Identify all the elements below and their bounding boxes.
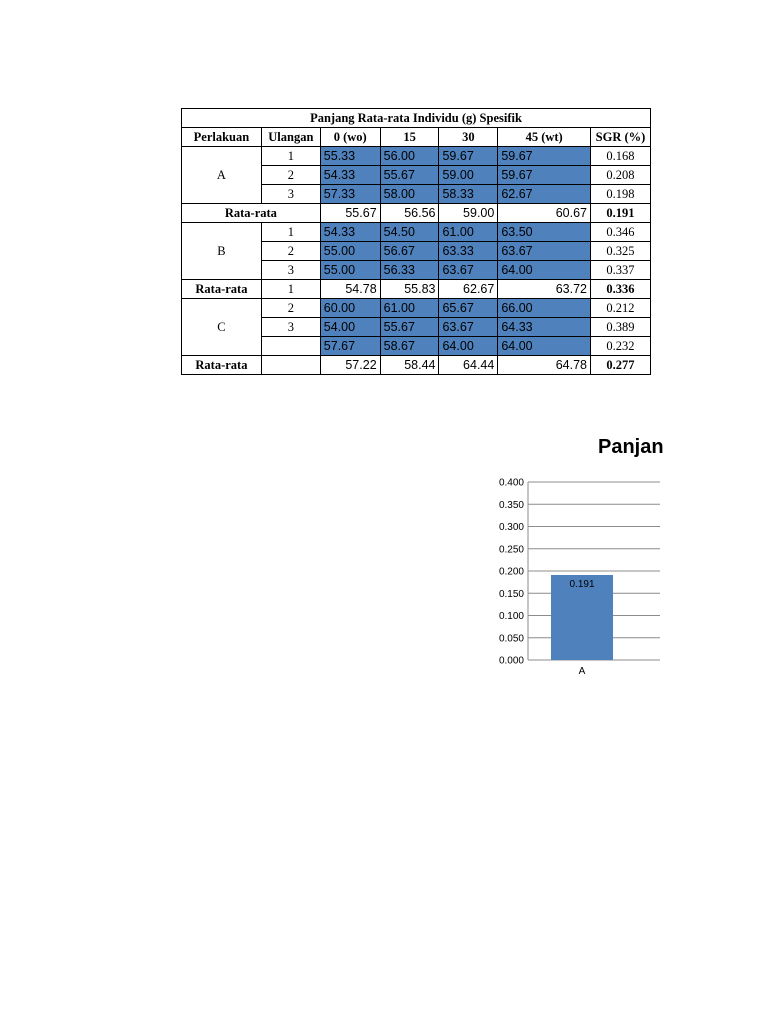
length-cell: 54.50	[380, 223, 439, 242]
average-value-cell: 57.22	[320, 356, 380, 375]
y-tick-label: 0.400	[498, 477, 524, 489]
column-header: SGR (%)	[590, 128, 650, 147]
average-sgr-cell: 0.277	[590, 356, 650, 375]
length-cell: 63.67	[498, 242, 591, 261]
length-cell: 59.00	[439, 166, 498, 185]
average-sgr-cell: 0.191	[590, 204, 650, 223]
average-sgr-cell: 0.336	[590, 280, 650, 299]
sgr-table	[181, 108, 651, 375]
average-row	[182, 280, 651, 299]
group-label: C	[182, 299, 262, 356]
sgr-cell: 0.198	[590, 185, 650, 204]
y-tick-label: 0.100	[498, 611, 524, 622]
table-header-row	[182, 128, 651, 147]
length-cell: 63.33	[439, 242, 498, 261]
table-row	[182, 299, 651, 318]
length-cell: 54.00	[320, 318, 380, 337]
length-cell: 60.00	[320, 299, 380, 318]
average-row	[182, 356, 651, 375]
replicate-cell: 1	[261, 280, 320, 299]
length-cell: 61.00	[439, 223, 498, 242]
replicate-cell: 2	[261, 242, 320, 261]
average-value-cell: 56.56	[380, 204, 439, 223]
average-label: Rata-rata	[182, 204, 321, 223]
sgr-cell: 0.325	[590, 242, 650, 261]
sgr-cell: 0.346	[590, 223, 650, 242]
replicate-cell: 1	[261, 147, 320, 166]
column-header: 0 (wo)	[320, 128, 380, 147]
length-cell: 57.33	[320, 185, 380, 204]
replicate-cell: 3	[261, 185, 320, 204]
replicate-cell: 3	[261, 261, 320, 280]
replicate-cell: 1	[261, 223, 320, 242]
y-tick-label: 0.250	[498, 544, 524, 556]
length-cell: 55.67	[380, 166, 439, 185]
average-label: Rata-rata	[182, 356, 262, 375]
length-cell: 56.33	[380, 261, 439, 280]
length-cell: 54.33	[320, 166, 380, 185]
length-cell: 58.33	[439, 185, 498, 204]
length-cell: 64.33	[498, 318, 591, 337]
y-tick-label: 0.000	[498, 655, 524, 667]
average-value-cell: 55.83	[380, 280, 439, 299]
data-label: 0.191	[569, 579, 595, 591]
y-tick-label: 0.200	[498, 566, 524, 578]
average-value-cell: 64.78	[498, 356, 591, 375]
length-cell: 65.67	[439, 299, 498, 318]
sgr-cell: 0.208	[590, 166, 650, 185]
average-row	[182, 204, 651, 223]
column-header: 45 (wt)	[498, 128, 591, 147]
length-cell: 57.67	[320, 337, 380, 356]
sgr-cell: 0.168	[590, 147, 650, 166]
sgr-cell: 0.389	[590, 318, 650, 337]
average-value-cell: 55.67	[320, 204, 380, 223]
column-header: Perlakuan	[182, 128, 262, 147]
column-header: 30	[439, 128, 498, 147]
y-tick-label: 0.350	[498, 499, 524, 511]
y-tick-label: 0.050	[498, 633, 524, 645]
average-value-cell: 59.00	[439, 204, 498, 223]
length-cell: 64.00	[498, 261, 591, 280]
group-label: B	[182, 223, 262, 280]
average-label: Rata-rata	[182, 280, 262, 299]
table-title: Panjang Rata-rata Individu (g) Spesifik	[182, 109, 651, 128]
length-cell: 64.00	[439, 337, 498, 356]
length-cell: 61.00	[380, 299, 439, 318]
length-cell: 63.50	[498, 223, 591, 242]
length-cell: 55.00	[320, 261, 380, 280]
length-cell: 58.67	[380, 337, 439, 356]
sgr-cell: 0.212	[590, 299, 650, 318]
length-cell: 54.33	[320, 223, 380, 242]
length-cell: 55.33	[320, 147, 380, 166]
sgr-bar-chart	[460, 470, 660, 690]
group-label: A	[182, 147, 262, 204]
length-cell: 59.67	[498, 166, 591, 185]
average-value-cell: 60.67	[498, 204, 591, 223]
average-value-cell: 64.44	[439, 356, 498, 375]
length-cell: 62.67	[498, 185, 591, 204]
replicate-cell: 2	[261, 166, 320, 185]
table-title-row	[182, 109, 651, 128]
length-cell: 58.00	[380, 185, 439, 204]
replicate-cell: 2	[261, 299, 320, 318]
average-value-cell: 54.78	[320, 280, 380, 299]
x-tick-label: A	[578, 666, 586, 677]
column-header: 15	[380, 128, 439, 147]
table-row	[182, 223, 651, 242]
length-cell: 56.67	[380, 242, 439, 261]
length-cell: 64.00	[498, 337, 591, 356]
length-cell: 59.67	[439, 147, 498, 166]
length-cell: 55.67	[380, 318, 439, 337]
y-tick-label: 0.150	[498, 588, 524, 600]
length-cell: 63.67	[439, 318, 498, 337]
y-tick-label: 0.300	[498, 522, 524, 533]
average-value-cell: 62.67	[439, 280, 498, 299]
average-value-cell: 58.44	[380, 356, 439, 375]
sgr-cell: 0.232	[590, 337, 650, 356]
replicate-cell	[261, 356, 320, 375]
replicate-cell	[261, 337, 320, 356]
chart-title: Panjan	[598, 436, 664, 458]
length-cell: 63.67	[439, 261, 498, 280]
length-cell: 66.00	[498, 299, 591, 318]
length-cell: 56.00	[380, 147, 439, 166]
column-header: Ulangan	[261, 128, 320, 147]
average-value-cell: 63.72	[498, 280, 591, 299]
table-row	[182, 147, 651, 166]
length-cell: 55.00	[320, 242, 380, 261]
sgr-cell: 0.337	[590, 261, 650, 280]
length-cell: 59.67	[498, 147, 591, 166]
replicate-cell: 3	[261, 318, 320, 337]
